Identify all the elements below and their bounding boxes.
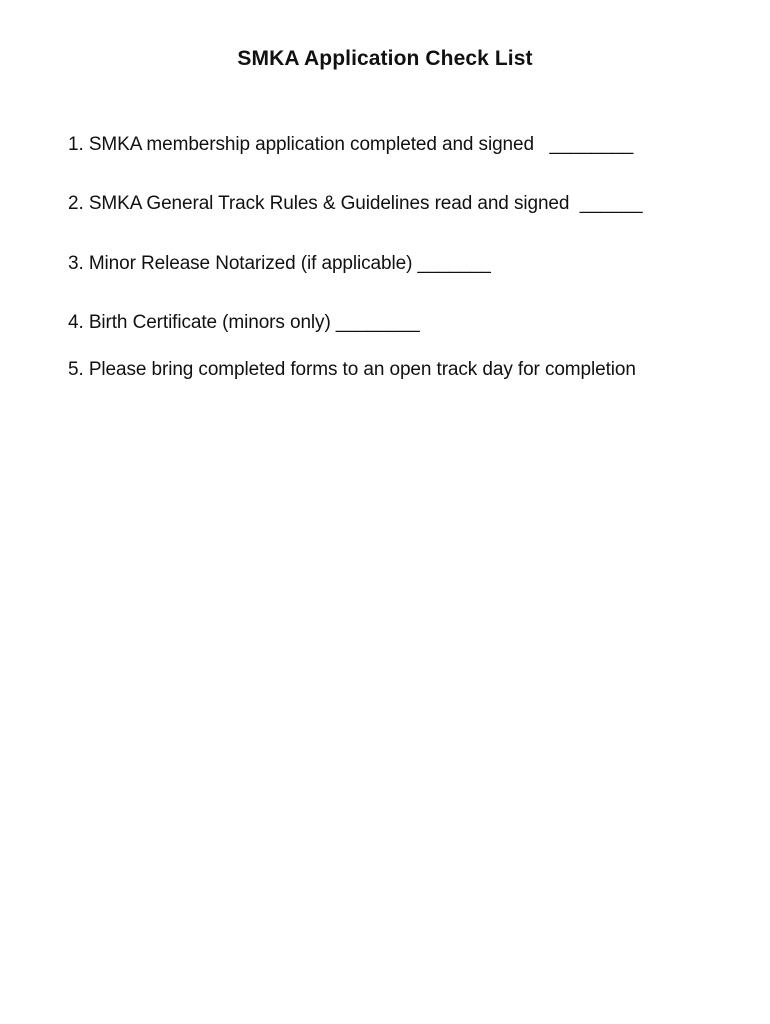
- checklist-item-birth-certificate: 4. Birth Certificate (minors only) ________: [68, 312, 420, 333]
- checklist-item-membership-application: 1. SMKA membership application completed and signed ________: [68, 134, 634, 155]
- checklist-item-track-rules: 2. SMKA General Track Rules & Guidelines read and signed ______: [68, 193, 643, 214]
- checklist-item-minor-release: 3. Minor Release Notarized (if applicable) _______: [68, 253, 491, 274]
- checklist-item-bring-forms: 5. Please bring completed forms to an open track day for completion: [68, 359, 636, 380]
- page-title: SMKA Application Check List: [237, 47, 533, 70]
